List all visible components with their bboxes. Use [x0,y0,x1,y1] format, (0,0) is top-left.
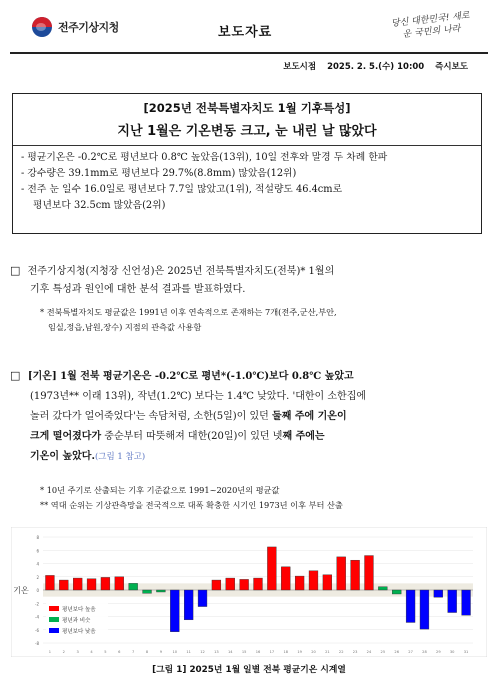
bar-day-18 [281,567,290,590]
x-tick-label: 23 [352,650,358,654]
legend-swatch [49,606,59,611]
bar-day-7 [129,583,138,590]
bar-day-28 [420,590,429,629]
y-tick-label: -4 [35,614,39,620]
bar-day-16 [254,578,263,590]
summary-bullet: 평년보다 32.5cm 많았음(2위) [33,200,166,211]
release-label: 보도시점 [283,62,317,72]
chart-svg [11,527,487,657]
intro-note [40,305,488,335]
bar-day-6 [115,577,124,590]
legend-swatch [49,628,59,633]
release-info [275,60,468,72]
x-tick-label: 20 [311,650,316,654]
doc-type-title: 보도자료 [218,25,273,40]
legend-label: 평년과 비슷 [62,618,91,624]
x-tick-label: 5 [104,650,107,654]
x-tick-label: 13 [214,650,219,654]
bar-day-4 [87,579,96,590]
bar-day-31 [462,590,471,615]
x-tick-label: 16 [255,650,261,654]
x-tick-label: 4 [90,650,93,654]
temperature-paragraph [10,366,488,467]
intro-line: 전주기상지청(지청장 신언성)은 2025년 전북특별자치도(전북)* 1월의 [27,266,335,277]
x-tick-label: 1 [48,650,52,654]
x-tick-label: 6 [118,650,121,654]
bar-day-26 [392,590,401,594]
agency-name: 전주기상지청 [58,21,119,34]
bar-day-5 [101,577,110,590]
bar-day-24 [365,556,374,590]
x-tick-label: 15 [241,650,247,654]
x-tick-label: 27 [408,650,413,654]
x-tick-label: 28 [422,650,427,654]
document-header [10,8,488,54]
y-tick-label: 0 [36,588,39,593]
bar-day-11 [184,590,193,620]
daily-temperature-chart [11,527,487,657]
agency-logo [32,17,119,37]
summary-headline: 지난 1월은 기온변동 크고, 눈 내린 날 많았다 [117,124,377,139]
y-tick-label: -2 [35,601,39,607]
temp-emphasis: 째 주에는 [282,431,325,442]
temp-notes [40,483,488,513]
summary-bullets [13,146,481,214]
y-tick-label: 8 [36,535,39,540]
bar-day-19 [295,576,304,590]
temp-emphasis: 크게 떨어졌다가 [30,431,102,442]
x-tick-label: 30 [449,650,455,654]
temp-line: 중순부터 따뜻해져 대한(20일)이 있던 넷 [101,431,283,442]
x-tick-label: 10 [172,650,178,654]
x-tick-label: 9 [159,650,163,654]
bar-day-23 [351,560,360,590]
x-tick-label: 18 [283,650,289,654]
x-tick-label: 8 [145,650,149,654]
note-line: 임실,정읍,남원,장수) 지점의 관측값 사용함 [48,322,202,332]
x-tick-label: 22 [338,650,344,654]
taegeuk-logo-icon [32,17,52,37]
y-tick-label: -6 [35,627,39,633]
summary-bullet: - 강수량은 39.1mm로 평년보다 29.7%(8.8mm) 많았음(12위) [21,168,297,179]
bar-day-17 [267,547,276,590]
bar-day-20 [309,571,318,590]
x-tick-label: 12 [200,650,205,654]
y-tick-label: 6 [36,548,39,554]
note-line: ** 역대 순위는 기상관측망을 전국적으로 대폭 확충한 시기인 1973년 이후 부터 산출 [40,500,343,510]
bar-day-14 [226,578,235,590]
x-tick-label: 14 [227,650,233,654]
y-tick-label: 4 [36,561,39,567]
summary-box [12,93,482,234]
bar-day-21 [323,575,332,590]
note-line: * 10년 주기로 산출되는 기후 기준값으로 1991~2020년의 평균값 [40,485,280,495]
x-tick-label: 7 [132,650,135,654]
legend-label: 평년보다 높음 [62,607,96,613]
x-tick-label: 3 [76,650,79,654]
summary-bullet: - 평균기온은 -0.2℃로 평년보다 0.8℃ 높았음(13위), 10일 전후와 말경 두 차례 한파 [21,152,388,163]
bar-day-30 [448,590,457,613]
bar-day-25 [378,587,387,590]
intro-line: 기후 특성과 원인에 대한 분석 결과를 발표하였다. [30,284,246,295]
section-mark: □ [10,369,21,382]
bar-day-12 [198,590,207,607]
x-tick-label: 17 [269,650,275,654]
x-tick-label: 26 [394,650,399,654]
bar-day-3 [73,578,82,590]
x-tick-label: 19 [297,650,302,654]
legend-label: 평년보다 낮음 [62,629,96,635]
bar-day-9 [156,590,165,592]
release-mode: 즉시보도 [435,62,468,72]
temp-line: (1973년** 이래 13위), 작년(1.2℃) 보다는 1.4℃ 낮았다. '대한이 소한집에 [30,391,367,402]
summary-title: [2025년 전북특별자치도 1월 기후특성] [143,101,351,115]
x-tick-label: 29 [436,650,441,654]
temp-emphasis: 기온이 높았다. [30,451,95,462]
bar-day-10 [170,590,179,632]
note-line: * 전북특별자치도 평균값은 1991년 이후 연속적으로 존재하는 7개(전주,군산,부안, [40,307,337,317]
legend-swatch [49,617,59,622]
figure-reference: (그림 1 참고) [94,452,146,462]
bar-day-2 [59,580,68,590]
bar-day-8 [143,590,152,593]
temp-line: [기온] 1월 전북 평균기온은 -0.2℃로 평년*(-1.0℃)보다 0.8℃ 높았고 [27,371,354,382]
x-tick-label: 25 [380,650,386,654]
x-tick-label: 2 [62,650,65,654]
bar-day-15 [240,579,249,590]
x-tick-label: 31 [463,650,469,654]
bar-day-27 [406,590,415,622]
x-tick-label: 11 [186,650,191,654]
x-tick-label: 24 [366,650,372,654]
release-date: 2025. 2. 5.(수) 10:00 [327,62,425,72]
section-mark: □ [10,264,21,277]
slogan-calligraphy: 당신 대한민국! 새로운 국민의 나라 [390,10,471,40]
intro-paragraph [10,262,488,299]
figure-caption: [그림 1] 2025년 1월 일별 전북 평균기온 시계열 [152,665,346,675]
temp-emphasis: 둘째 주에 기온이 [272,411,347,422]
bar-day-13 [212,580,221,590]
bar-day-1 [45,575,54,590]
temp-line: 놀러 갔다가 얼어죽었다'는 속담처럼, 소한(5일)이 있던 [30,411,273,422]
x-tick-label: 21 [325,650,330,654]
bar-day-22 [337,557,346,590]
summary-bullet: - 전주 눈 일수 16.0일로 평년보다 7.7일 많았고(1위), 적설량도 46.4cm로 [21,184,343,195]
y-axis-label: 기온 [13,586,29,595]
y-tick-label: 2 [36,574,39,580]
bar-day-29 [434,590,443,597]
y-tick-label: -8 [35,641,39,646]
